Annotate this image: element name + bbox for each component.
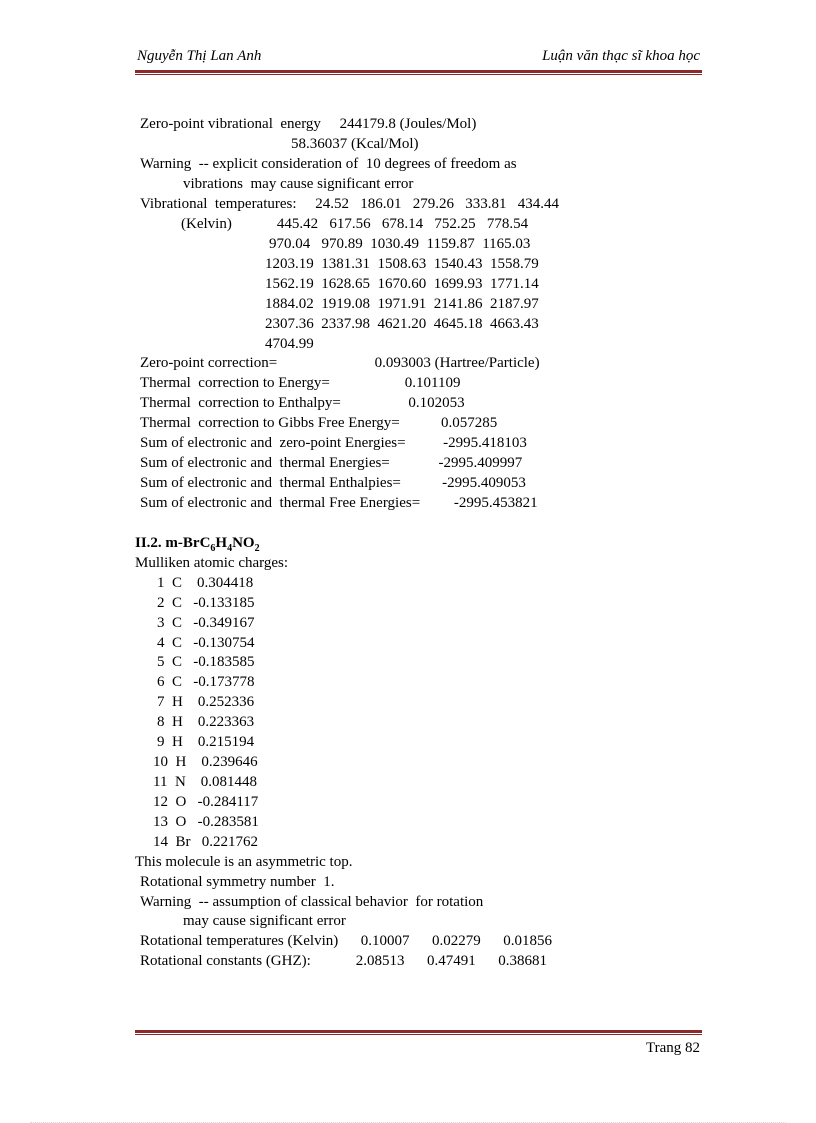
footer-rule-thin	[135, 1034, 702, 1035]
text-line: Rotational constants (GHZ): 2.08513 0.47491 0.38681	[140, 953, 548, 969]
text-line: Sum of electronic and thermal Enthalpies= -2995.409053	[140, 475, 526, 491]
text-line: 9 H 0.215194	[157, 734, 255, 750]
text-line: 13 O -0.283581	[153, 814, 259, 830]
text-line: 8 H 0.223363	[157, 714, 255, 730]
text-line: Vibrational temperatures: 24.52 186.01 279.26 333.81 434.44	[140, 196, 560, 212]
text-line: vibrations may cause significant error	[183, 176, 414, 192]
text-line: 12 O -0.284117	[153, 794, 259, 810]
text-line: 14 Br 0.221762	[153, 834, 258, 850]
header-rule-thin	[135, 74, 702, 75]
text-line: Warning -- explicit consideration of 10 degrees of freedom as	[140, 156, 517, 172]
text-line: Sum of electronic and zero-point Energies= -2995.418103	[140, 435, 527, 451]
text-line: Zero-point correction= 0.093003 (Hartree/Particle)	[140, 355, 540, 371]
text-line: 5 C -0.183585	[157, 654, 255, 670]
text-line: Rotational symmetry number 1.	[140, 874, 335, 890]
text-line: 11 N 0.081448	[153, 774, 258, 790]
text-line: Rotational temperatures (Kelvin) 0.10007 0.02279 0.01856	[140, 933, 553, 949]
text-line: 7 H 0.252336	[157, 694, 255, 710]
text-line: 10 H 0.239646	[153, 754, 258, 770]
text-line: Thermal correction to Enthalpy= 0.102053	[140, 395, 465, 411]
text-line: This molecule is an asymmetric top.	[135, 854, 353, 870]
text-line: may cause significant error	[183, 913, 346, 929]
text-line: Mulliken atomic charges:	[135, 555, 289, 571]
text-line: Thermal correction to Energy= 0.101109	[140, 375, 461, 391]
text-line: 1884.02 1919.08 1971.91 2141.86 2187.97	[265, 296, 539, 312]
text-line: Warning -- assumption of classical behavior for rotation	[140, 894, 484, 910]
section-heading: II.2. $m-BrC_6H_4NO_2$	[135, 535, 260, 554]
header-rule	[135, 70, 702, 73]
text-line: 2307.36 2337.98 4621.20 4645.18 4663.43	[265, 316, 539, 332]
header-thesis-title: Luận văn thạc sĩ khoa học	[542, 48, 700, 64]
text-line: Sum of electronic and thermal Free Energies= -2995.453821	[140, 495, 538, 511]
text-line: 3 C -0.349167	[157, 615, 255, 631]
text-line: 1 C 0.304418	[157, 575, 254, 591]
page-number: Trang 82	[645, 1040, 700, 1056]
text-line: 4704.99	[265, 336, 314, 352]
text-line: 1203.19 1381.31 1508.63 1540.43 1558.79	[265, 256, 539, 272]
footer-rule	[135, 1030, 702, 1033]
text-line: 970.04 970.89 1030.49 1159.87 1165.03	[269, 236, 531, 252]
text-line: Zero-point vibrational energy 244179.8 (Joules/Mol)	[140, 116, 477, 132]
text-line: Sum of electronic and thermal Energies= -2995.409997	[140, 455, 523, 471]
text-line: (Kelvin) 445.42 617.56 678.14 752.25 778.54	[181, 216, 529, 232]
page-header	[135, 48, 702, 68]
text-line: 1562.19 1628.65 1670.60 1699.93 1771.14	[265, 276, 539, 292]
text-line: 6 C -0.173778	[157, 674, 255, 690]
header-author: Nguyễn Thị Lan Anh	[137, 48, 262, 64]
text-line: 4 C -0.130754	[157, 635, 255, 651]
text-line: 58.36037 (Kcal/Mol)	[291, 136, 419, 152]
text-line: 2 C -0.133185	[157, 595, 255, 611]
text-line: Thermal correction to Gibbs Free Energy= 0.057285	[140, 415, 498, 431]
